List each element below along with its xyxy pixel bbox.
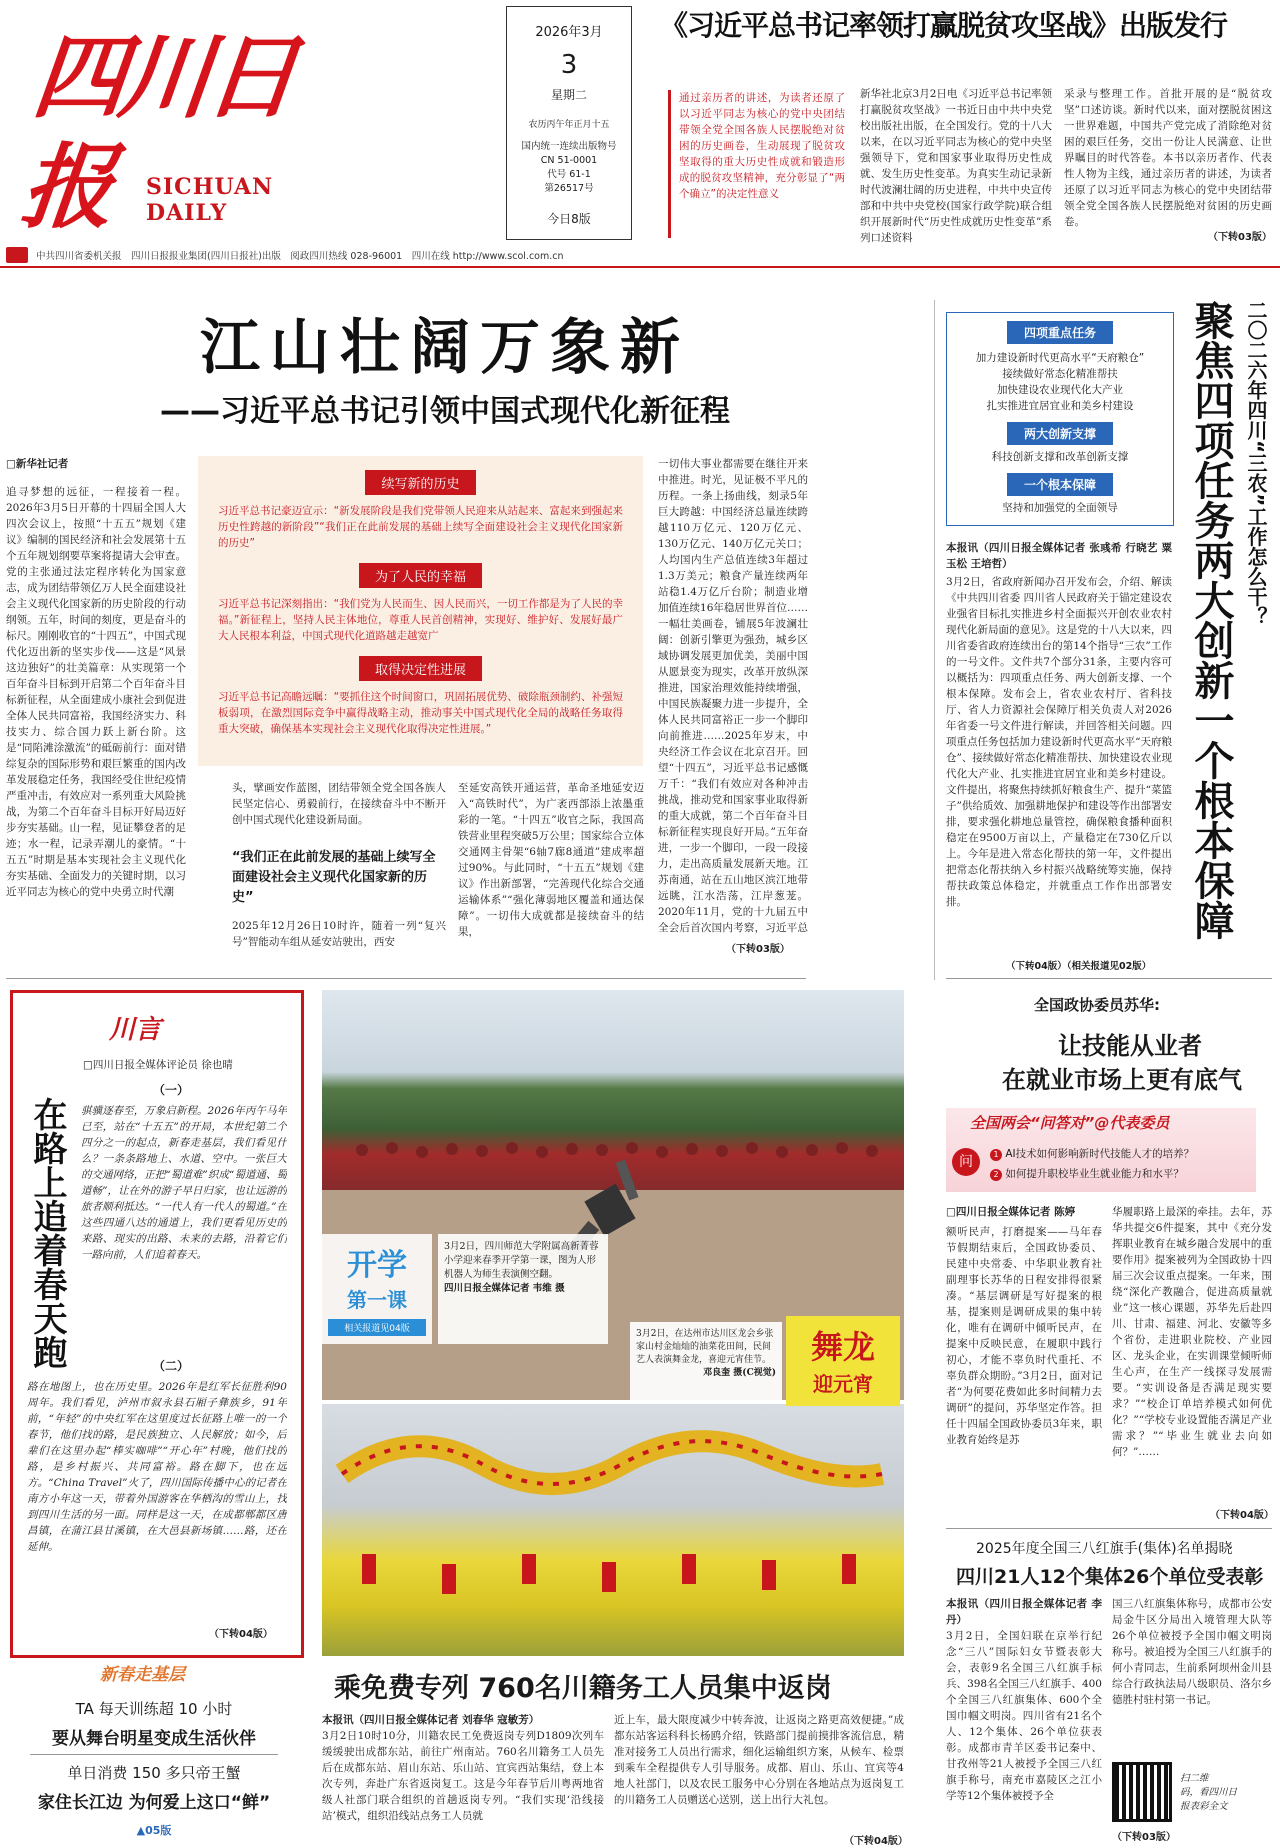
- return-byline: 本报讯（四川日报全媒体记者 刘春华 寇敏芳）: [322, 1714, 540, 1726]
- top-story-col1: 新华社北京3月2日电《习近平总书记率领打赢脱贫攻坚战》一书近日由中共中央党校出版社出版，在全国发行。党的十八大以来，在以习近平同志为核心的党中央坚强领导下，党和国家事业取得历史性成就、发生历史性变革。为真实生动记录新时代波澜壮阔的历史进程，中共中央宣传部和中共中央党校(国家行政学院)联合组织开展新时代“历史性成就历史性变革”系列口述资料: [860, 88, 1052, 244]
- main-col1: 追寻梦想的远征，一程接着一程。2026年3月5日开幕的十四届全国人大四次会议上，按照“十五五”规划《建议》编制的国民经济和社会发展第十五个五年规划纲要草案将提请大会审查。党的主张通过法定程序转化为国家意志，成为团结带领亿万人民全面建设社会主义现代化国家新的历史阶段的行动纲领。五年，时间的刻度，更是奋斗的标尺。刚刚收官的“十四五”，中国式现代化迈出新的坚实步伐——这是“风景这边独好”的壮美篇章：从实现第一个百年奋斗目标到开启第二个百年奋斗目标新征程，从全面建成小康社会到促进全体人民共同富裕，我国经济实力、科技实力、综合国力跃上新台阶。这是“同陷滩涂激流”的砥砺前行：面对错综复杂的国际形势和艰巨繁重的国内改革发展稳定任务，我国经受住世纪疫情严重冲击，有效应对一系列重大风险挑战，为第二个百年奋斗目标开好局迈好步夯实基础。山一程，见证攀登者的足迹；水一程，记录弄潮儿的豪情。“十五五”时期是基本实现社会主义现代化夯实基础、全面发力的关键时期，以习近平同志为核心的党中央勇立时代潮: [6, 486, 186, 898]
- cppcc-body2: 华履职路上最深的牵挂。去年，苏华共提交6件提案，其中《充分发挥职业教育在城乡融合发展中的重要作用》提案被列为全国政协十四届三次会议重点提案。一年来，围绕“深化产教融合，促进高质量就业”这一核心课题，苏华先后赴四川、甘肃、福建、河北、安徽等多个省份，走进职业院校、产业园区、龙头企业，在实训课堂倾听师生心声，在生产一线探寻发展需要。“实训设备是否满足现实要求？”“校企订单培养模式如何优化？”“学校专业设置能否满足产业需求？”“毕业生就业去向如何？”……: [1112, 1206, 1272, 1458]
- main-byline: □新华社记者: [6, 458, 69, 470]
- sannong-kicker: 二〇二六年四川“三农”工作怎么干？: [1244, 300, 1268, 627]
- pages-count: 今日8版: [547, 212, 591, 226]
- top-story-summary-box: [668, 90, 845, 238]
- main-pullquote: “我们正在此前发展的基础上续写全面建设社会主义现代化国家新的历史”: [232, 850, 436, 905]
- cppcc-q1-text: AI技术如何影响新时代技能人才的培养？: [1005, 1148, 1195, 1160]
- spring-jump[interactable]: ▲05版: [136, 1824, 172, 1837]
- photo2-caption: 3月2日，在达州市达川区龙会乡张家山村金灿灿的油菜花田间，民间艺人表演舞金龙，喜迎元宵佳节。: [636, 1329, 774, 1365]
- top-story-summary: 通过亲历者的讲述，为读者还原了以习近平同志为核心的党中央团结带领全党全国各族人民摆脱绝对贫困的历史画卷，生动展现了脱贫攻坚取得的重大历史性成就和锻造形成的脱贫攻坚精神，充分彰显了“两个确立”的决定性意义: [679, 92, 845, 200]
- main-col2a: 头，擘画安作蓝图，团结带领全党全国各族人民坚定信心、勇毅前行，在接续奋斗中不断开创中国式现代化建设新局面。: [232, 782, 446, 826]
- sannong-box: [946, 312, 1174, 526]
- cppcc-title1[interactable]: 让技能从业者: [1058, 1032, 1202, 1060]
- cppcc-q-label: 问: [952, 1148, 980, 1176]
- sanba-kicker: 2025年度全国三八红旗手(集体)名单揭晓: [976, 1541, 1233, 1557]
- sanba-title[interactable]: 四川21人12个集体26个单位受表彰: [956, 1566, 1264, 1588]
- photo1-caption: 3月2日，四川师范大学附属高新菁蓉小学迎来春季开学第一课，图为人形机器人为师生表演侧空翻。: [444, 1241, 599, 1280]
- chuanyan-jump[interactable]: （下转04版）: [209, 1629, 273, 1640]
- return-jump[interactable]: （下转04版）: [844, 1836, 908, 1847]
- chuanyan-sec1: （一）: [153, 1083, 190, 1097]
- photo2-title2: 迎元宵: [813, 1372, 873, 1396]
- issn-line: 国内统一连续出版物号: [521, 141, 617, 152]
- sannong-box-tag: 一个根本保障: [1007, 473, 1113, 496]
- box-section: [198, 656, 643, 681]
- spring-item1-sub: TA 每天训练超 10 小时: [75, 1700, 233, 1718]
- date-weekday: 星期二: [550, 88, 587, 102]
- sannong-byline: 本报讯（四川日报全媒体记者 张彧希 行晓艺 粟玉松 王培哲）: [946, 542, 1172, 570]
- sannong-box-tag: 两大创新支撑: [1007, 422, 1113, 445]
- photo1-note[interactable]: 相关报道见04版: [328, 1319, 426, 1336]
- spring-item2-sub: 单日消费 150 多只帝王蟹: [67, 1764, 241, 1782]
- photo1-title: 开学: [347, 1248, 407, 1283]
- qr-caption-line: 扫二维: [1180, 1773, 1209, 1784]
- sannong-box-item: 扎实推进宜居宜业和美乡村建设: [986, 400, 1134, 412]
- chuanyan-p2: 路在地图上，也在历史里。2026年是红军长征胜利90周年。我们看见，泸州市叙永县石厢子彝族乡，91年前，“年轻”的中央红军在这里度过长征路上唯一的一个春节，他们找的路，是民族独立、人民解放；如今，后辈们在这里办起“棒实咖啡”“开心年”村晚，他们找的路，是乡村振兴、共同富裕。路在脚下，也在远方。“China Travel”火了，四川国际传播中心的记者在南方小年这一天，带着外国游客在华栖沟的雪山上，找到四川生活的另一面。同样是这一天，在成都郫都区唐昌镇，在蒲江县甘溪镇，在大邑县新场镇……路，还在延伸。: [27, 1381, 287, 1553]
- photo2-caption-block: [630, 1322, 782, 1404]
- masthead-logo-text: 四川日报: [16, 23, 298, 241]
- top-story-col2: 采录与整理工作。首批开展的是“脱贫攻坚”口述访谈。新时代以来，面对摆脱贫困这一世界难题，中国共产党完成了消除绝对贫困的艰巨任务，交出一份让人民满意、让世界瞩目的时代答卷。本书以亲历者作、代表性人物为主线，通过亲历者的讲述，为读者还原了以习近平同志为核心的党中央团结带领全党全国各族人民摆脱绝对贫困的历史画卷。: [1064, 88, 1272, 228]
- cppcc-banner: [946, 1108, 1256, 1192]
- spring-column: [10, 1658, 298, 1844]
- cppcc-byline: □四川日报全媒体记者 陈婷: [946, 1206, 1076, 1218]
- chuanyan-byline: □四川日报全媒体评论员 徐也晴: [83, 1059, 233, 1071]
- qr-caption: [1180, 1772, 1270, 1814]
- box-tag: 为了人民的幸福: [359, 563, 482, 588]
- box-quote: 习近平总书记高瞻远瞩：“要抓住这个时间窗口，巩固拓展优势、破除瓶颈制约、补强短板弱项，在激烈国际竞争中赢得战略主动，推动事关中国式现代化全局的战略任务取得重大突破，确保基本实现社会主义现代化取得决定性进展。”: [218, 691, 623, 735]
- sanba-jump[interactable]: （下转03版）: [1112, 1832, 1176, 1843]
- main-subhead: ——习近平总书记引领中国式现代化新征程: [160, 394, 730, 429]
- spring-brand: 新春走基层: [100, 1665, 185, 1685]
- photo-dragon-art: [322, 1404, 904, 1656]
- main-col2b: 至延安高铁开通运营，革命圣地延安迈入“高铁时代”，为广袤西部添上浓墨重彩的一笔。“十四五”收官之际，我国高铁营业里程突破5万公里；国家综合立体交通网主骨架“6轴7廊8通道”建成率超过90%。与此同时，“十五五”规划《建议》作出新部署，“完善现代化综合交通运输体系”“强化薄弱地区覆盖和通达保障”。一切伟大成就都是接续奋斗的结果，: [458, 782, 644, 938]
- q1-number-icon: 1: [990, 1149, 1002, 1161]
- photo1-title-block: [322, 1234, 432, 1344]
- sanba-col2: 国三八红旗集体称号，成都市公安局金牛区分局出入境管理大队等26个单位被授予全国巾帼文明岗称号。被追授为全国三八红旗手的何小青同志，生前系阿坝州金川县综合行政执法局八级职员、洛尔乡德胜村驻村第一书记。: [1112, 1598, 1272, 1706]
- cppcc-q2: [990, 1166, 1184, 1181]
- top-story: [660, 6, 1274, 242]
- chuanyan-sec2: （二）: [153, 1359, 190, 1373]
- sannong-body: 3月2日，省政府新闻办召开发布会，介绍、解读《中共四川省委 四川省人民政府关于锚定建设农业强省目标扎实推进乡村全面振兴开创农业农村现代化新局面的意见》。这是党的十八大以来，四川省委省政府连续出台的第14个指导“三农”工作的一号文件。文件共7个部分31条，主要内容可以概括为：四项重点任务、两大创新支撑、一个根本保障。发布会上，省农业农村厅、省科技厅、省人力资源社会保障厅相关负责人对2026年省委一号文件进行解读，并回答相关问题。四项重点任务包括加力建设新时代更高水平“天府粮仓”、接续做好常态化精准帮扶、加快建设农业现代化大产业、扎实推进宜居宜业和美乡村建设。文件提出，将聚焦持续抓好粮食生产、提升“菜篮子”供给质效、加强耕地保护和建设等作出部署安排，要求强化耕地总量管控，确保粮食播种面积稳定在9500万亩以上，产量稳定在730亿斤以上。今年是进入常态化帮扶的第一年，文件提出把常态化帮扶纳入乡村振兴战略统筹实施，保持帮扶政策总体稳定，并就重点工作作出部署安排。: [946, 576, 1172, 908]
- main-jump[interactable]: （下转03版）: [726, 944, 790, 955]
- spring-item1-title[interactable]: 要从舞台明星变成生活伙伴: [52, 1729, 256, 1749]
- return-col2: 近上车，最大限度减少中转奔波，让返岗之路更高效便捷。”成都东站客运科科长杨鸥介绍，铁路部门提前摸排客流信息，精准对接务工人员出行需求，细化运输组织方案，从候车、检票到乘车全程提供专人引导服务。成都、眉山、乐山、宜宾等4地人社部门，以及农民工服务中心分别在各地站点为返岗复工的川籍务工人员赠送心送别，送上出行大礼包。: [614, 1714, 904, 1806]
- box-section: [198, 563, 643, 588]
- sannong-box-item: 坚持和加强党的全面领导: [1002, 502, 1118, 514]
- chuanyan-brand: 川言: [109, 1015, 162, 1045]
- photo2-title-block: [786, 1316, 900, 1406]
- qr-code-icon[interactable]: [1112, 1762, 1172, 1822]
- sannong-box-item: 加快建设农业现代化大产业: [997, 384, 1123, 396]
- cppcc-jump[interactable]: （下转04版）: [1210, 1510, 1274, 1521]
- qr-caption-line: 报表彩全文: [1180, 1801, 1228, 1812]
- date-line: 2026年3月: [535, 25, 603, 40]
- cppcc-body1: 额听民声，打磨提案——马年春节假期结束后，全国政协委员、民建中央常委、中华职业教育社副理事长苏华的日程安排得很紧凑。“基层调研是写好提案的根基，提案则是调研成果的集中转化，唯有在调研中倾听民声，在提案中反映民意，在履职中践行初心，才能不辜负时代重托、不辜负群众期盼。”3月2日，面对记者“为何要花费如此多时间精力去调研”的提问，苏华坚定作答。担任十四届全国政协委员3年来，职业教育始终是苏: [946, 1226, 1102, 1446]
- photo2-title: 舞龙: [810, 1328, 875, 1366]
- box-tag: 取得决定性进展: [359, 656, 482, 681]
- photo2-credit: 邓良奎 摄(C视觉): [703, 1368, 776, 1378]
- chuanyan-p1: 骐骥逐春至，万象启新程。2026年丙午马年已至，站在“十五五”的开局，本世纪第二个四分之一的起点，新春走基层，我们看见什么？一条条路地上、水道、空中。一张巨大的交通网络，正把“蜀道难”织成“蜀道通、蜀道畅”，让在外的游子早日归家，也让远游的旅者顺利抵达。“一代人有一代人的蜀道。”在这些四通八达的通道上，我们更看见历史的来路、现实的出路、未来的去路，沿着它们一路向前，人们追着春天。: [81, 1105, 287, 1261]
- date-box: [506, 6, 632, 240]
- date-day: 3: [560, 50, 578, 80]
- issn-block: [507, 140, 631, 196]
- photo1-credit: 四川日报全媒体记者 韦维 摄: [444, 1283, 565, 1294]
- box-tag: 续写新的历史: [365, 470, 475, 495]
- cppcc-q2-text: 如何提升职校毕业生就业能力和水平？: [1005, 1168, 1184, 1180]
- date-lunar: 农历丙午年正月十五: [528, 120, 610, 130]
- sannong-box-item: 接续做好常态化精准帮扶: [1002, 368, 1118, 380]
- issn-line: 代号 61-1: [547, 169, 591, 180]
- main-highlight-box: [198, 456, 643, 766]
- sponsor-line-bar: [0, 244, 1280, 266]
- cppcc-title2[interactable]: 在就业市场上更有底气: [1002, 1066, 1242, 1094]
- box-section: [198, 470, 643, 495]
- main-col3: 一切伟大事业都需要在继往开来中推进。时光，见证极不平凡的历程。一条上扬曲线，刻录5年巨大跨越：中国经济总量连续跨越110万亿元、120万亿元、130万亿元、140万亿元关口；人均国内生产总值连续3年超过1.3万美元；粮食产量连续两年站稳1.4万亿斤台阶；制造业增加值连续16年稳居世界首位……一幅壮美画卷，铺展5年波澜壮阔：创新引擎更为强劲，城乡区域协调发展更加优美，美丽中国从愿景变为现实，改革开放纵深推进，国家治理效能持续增强，中国民族凝聚力进一步提升，全体人民共同富裕正一步一个脚印向前推进……2025年岁末，中央经济工作会议在北京召开。回望“十四五”，习近平总书记感慨万千：“我们有效应对各种冲击挑战，推动党和国家事业取得新的重大成就，第二个百年奋斗目标新征程实现良好开局。”五年奋进，一步一个脚印，一段一段接力，走出高质量发展新天地。江苏南通，站在五山地区滨江地带远眺，江水浩荡，江岸葱茏。2020年11月，党的十九届五中全会后首次国内考察，习近平总: [658, 458, 808, 934]
- photo1-title2: 第一课: [347, 1288, 407, 1312]
- sanba-byline: 本报讯（四川日报全媒体记者 李丹）: [946, 1598, 1102, 1626]
- qr-caption-line: 码，看四川日: [1180, 1787, 1238, 1798]
- top-story-jump[interactable]: （下转03版）: [1208, 232, 1272, 243]
- sannong-vertical-title[interactable]: 聚焦四项任务两大创新一个根本保障: [1188, 300, 1234, 940]
- top-story-title[interactable]: 《习近平总书记率领打赢脱贫攻坚战》出版发行: [660, 9, 1228, 42]
- sannong-box-item: 加力建设新时代更高水平“天府粮仓”: [975, 352, 1145, 364]
- sannong-box-tag: 四项重点任务: [1007, 321, 1113, 344]
- main-col2a-end: 2025年12月26日10时许，随着一列“复兴号”智能动车组从延安站驶出，西安: [232, 920, 446, 948]
- q2-number-icon: 2: [990, 1169, 1002, 1181]
- masthead-logo-sub: SICHUAN DAILY: [146, 174, 274, 226]
- cppcc-q1: [990, 1146, 1194, 1161]
- photo-dragon: [322, 1404, 904, 1656]
- chuanyan-vertical-title[interactable]: 在路上追着春天跑: [27, 1097, 67, 1369]
- photo1-caption-block: [438, 1234, 608, 1344]
- main-headline[interactable]: 江山壮阔万象新: [200, 313, 690, 383]
- box-quote: 习近平总书记豪迈宣示：“新发展阶段是我们党带领人民迎来从站起来、富起来到强起来历史性跨越的新阶段”“我们正在此前发展的基础上续写全面建设社会主义现代化国家新的历史”: [218, 505, 623, 549]
- issn-line: 第26517号: [544, 183, 594, 194]
- masthead-logo: [16, 22, 338, 241]
- newspaper-emblem-icon: [6, 247, 28, 263]
- spring-item2-title[interactable]: 家住长江边 为何爱上这口“鲜”: [37, 1793, 271, 1813]
- sannong-jump[interactable]: （下转04版）（相关报道见02版）: [1006, 961, 1152, 972]
- box-quote: 习近平总书记深刻指出：“我们党为人民而生、因人民而兴，一切工作都是为了人民的幸福。”新征程上，坚持人民主体地位，尊重人民首创精神，实现好、维护好、发展好最广大人民根本利益，中国式现代化道路越走越宽广: [218, 598, 623, 642]
- return-col1: 3月2日10时10分，川籍农民工免费返岗专列D1809次列车缓缓驶出成都东站，前往广州南站。760名川籍务工人员先后在成都东站、眉山东站、乐山站、宜宾西站集结，登上本次专列，奔赴广东省返岗复工。这是今年春节后川粤两地省级人社部门联合组织的首趟返岗专列。“我们实现‘沿线接站’模式，组织沿线站点务工人员就: [322, 1730, 604, 1822]
- sanba-col1: 3月2日，全国妇联在京举行纪念“三八”国际妇女节暨表彰大会，表彰9名全国三八红旗手标兵、398名全国三八红旗手、400个全国三八红旗集体、600个全国巾帼文明岗。四川省有21名个人、12个集体、26个单位获表彰。成都市青羊区委书记秦中、甘孜州等21人被授予全国三八红旗手称号，南充市嘉陵区之江小学等12个集体被授予全: [946, 1630, 1102, 1802]
- sponsor-line: 中共四川省委机关报 四川日报报业集团(四川日报社)出版 阅政四川热线 028-96001 四川在线 http://www.scol.com.cn: [36, 251, 564, 262]
- return-title[interactable]: 乘免费专列 760名川籍务工人员集中返岗: [334, 1673, 832, 1704]
- issn-line: CN 51-0001: [540, 155, 598, 166]
- sannong-box-item: 科技创新支撑和改革创新支撑: [991, 451, 1129, 463]
- cppcc-banner-main: 全国两会“问答对”@代表委员: [970, 1114, 1170, 1132]
- chuanyan-box: [10, 990, 304, 1658]
- cppcc-kicker: 全国政协委员苏华:: [1034, 996, 1160, 1014]
